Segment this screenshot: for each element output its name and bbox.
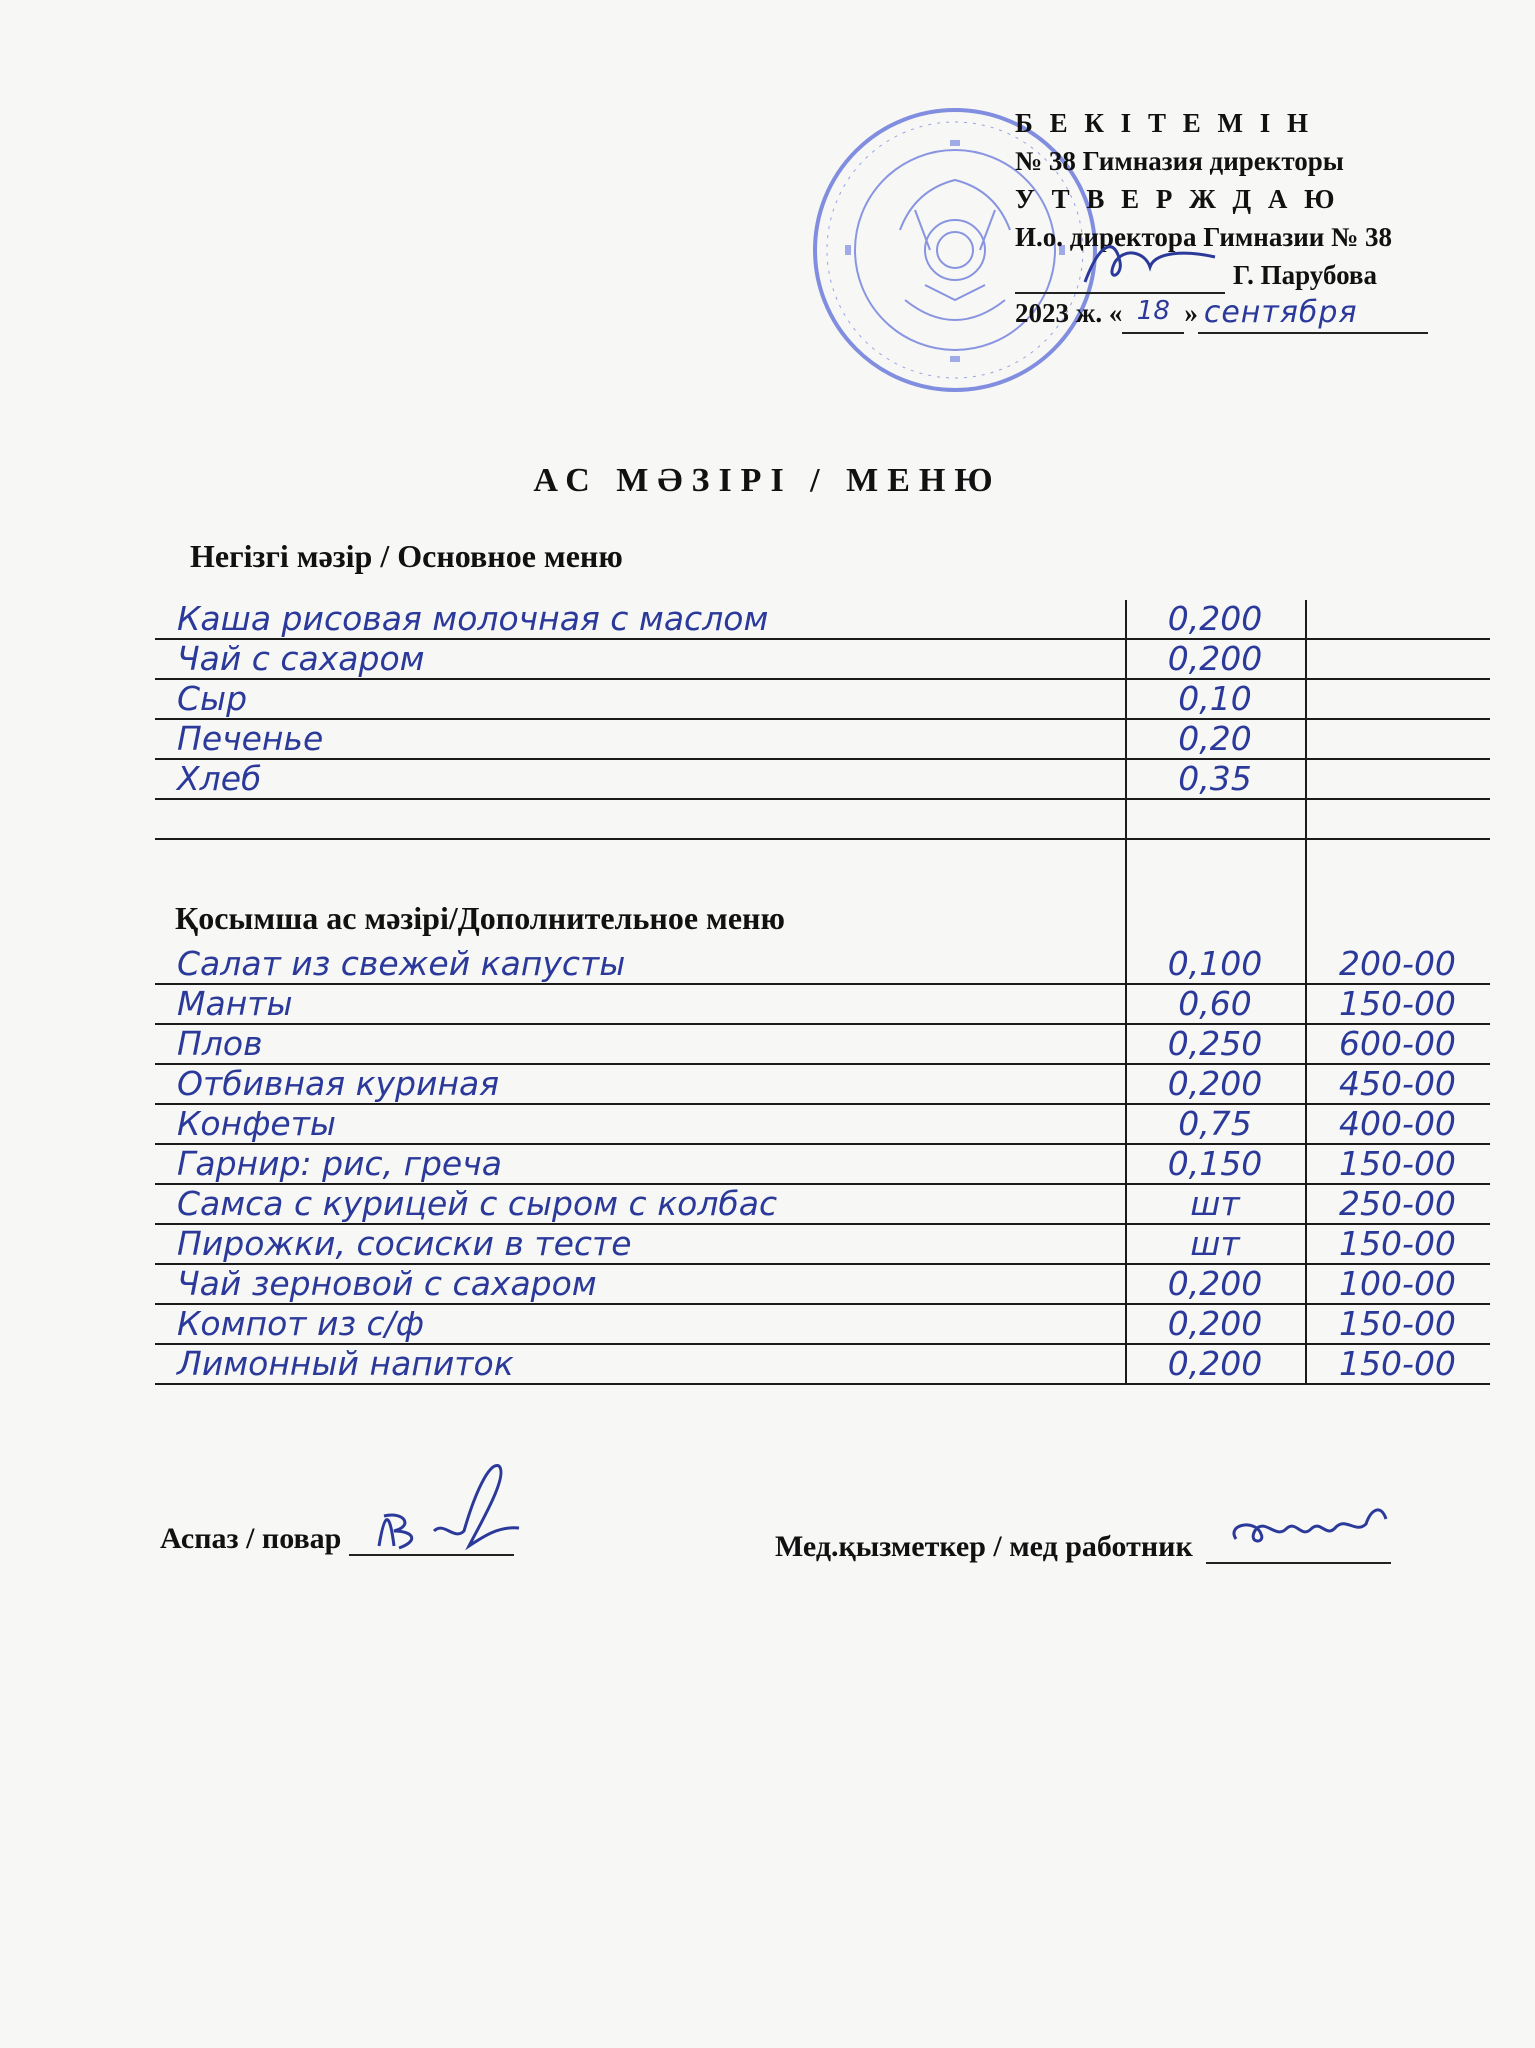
main-menu-table <box>155 600 1490 845</box>
item-price: 600-00 <box>1339 1024 1456 1063</box>
item-name: Лимонный напиток <box>177 1344 514 1383</box>
main-menu-heading: Негізгі мәзір / Основное меню <box>190 538 623 574</box>
approval-ru-position: И.о. директора Гимназии № 38 <box>1015 222 1392 252</box>
item-price: 400-00 <box>1339 1104 1456 1143</box>
approval-date-sep: » <box>1184 298 1198 328</box>
med-signature <box>1216 1489 1396 1559</box>
approval-kz-title: Б Е К І Т Е М І Н <box>1015 108 1313 138</box>
cook-label: Аспаз / повар <box>160 1522 342 1555</box>
item-name: Компот из с/ф <box>177 1304 424 1343</box>
table-row <box>155 1185 1490 1225</box>
approval-signer-row <box>1015 256 1428 294</box>
extra-menu-heading: Қосымша ас мәзірі/Дополнительное меню <box>175 900 785 936</box>
approval-month-field <box>1198 295 1428 334</box>
item-weight: 0,250 <box>1167 1024 1263 1063</box>
item-weight: 0,200 <box>1167 1304 1263 1343</box>
column-divider-bridge <box>1305 840 1307 945</box>
column-divider <box>1305 945 1307 1385</box>
approval-date-row <box>1015 294 1428 334</box>
item-name: Чай с сахаром <box>177 639 425 678</box>
approval-day-field <box>1122 294 1184 334</box>
table-row <box>155 1225 1490 1265</box>
item-price: 150-00 <box>1339 1144 1456 1183</box>
item-weight: 0,200 <box>1167 1064 1263 1103</box>
approval-signer-name: Г. Парубова <box>1233 260 1377 290</box>
item-name: Салат из свежей капусты <box>177 944 626 983</box>
table-row <box>155 1305 1490 1345</box>
item-price: 150-00 <box>1339 1224 1456 1263</box>
table-row <box>155 1145 1490 1185</box>
extra-menu-table <box>155 945 1490 1405</box>
item-weight: 0,100 <box>1167 944 1263 983</box>
table-row <box>155 1345 1490 1385</box>
table-row <box>155 1265 1490 1305</box>
cook-signature <box>359 1456 529 1566</box>
item-weight: 0,20 <box>1178 719 1252 758</box>
item-weight: 0,150 <box>1167 1144 1263 1183</box>
approval-month: сентября <box>1203 295 1358 330</box>
med-label: Мед.қызметкер / мед работник <box>775 1530 1193 1563</box>
table-row-empty <box>155 800 1490 840</box>
item-weight: шт <box>1190 1184 1240 1223</box>
item-weight: 0,200 <box>1167 1344 1263 1383</box>
item-name: Хлеб <box>177 759 262 798</box>
approval-block <box>1015 104 1428 334</box>
item-name: Самса с курицей с сыром с колбас <box>177 1184 778 1223</box>
item-name: Гарнир: рис, греча <box>177 1144 502 1183</box>
item-name: Манты <box>177 984 293 1023</box>
item-weight: 0,200 <box>1167 1264 1263 1303</box>
item-price: 150-00 <box>1339 1304 1456 1343</box>
item-name: Каша рисовая молочная с маслом <box>177 599 769 638</box>
table-row <box>155 720 1490 760</box>
table-row <box>155 680 1490 720</box>
page-title: АС МӘЗІРІ / МЕНЮ <box>533 462 1002 499</box>
column-divider-bridge <box>1125 840 1127 945</box>
table-row <box>155 1025 1490 1065</box>
table-row <box>155 985 1490 1025</box>
table-row <box>155 600 1490 640</box>
item-weight: 0,75 <box>1178 1104 1252 1143</box>
item-price: 450-00 <box>1339 1064 1456 1103</box>
item-price: 150-00 <box>1339 1344 1456 1383</box>
column-divider <box>1125 945 1127 1385</box>
column-divider <box>1305 600 1307 840</box>
item-name: Печенье <box>177 719 324 758</box>
item-name: Конфеты <box>177 1104 336 1143</box>
item-price: 250-00 <box>1339 1184 1456 1223</box>
table-row <box>155 1105 1490 1145</box>
item-weight: 0,60 <box>1178 984 1252 1023</box>
item-name: Пирожки, сосиски в тесте <box>177 1224 632 1263</box>
table-row <box>155 640 1490 680</box>
approval-day: 18 <box>1136 296 1170 326</box>
item-weight: 0,200 <box>1167 639 1263 678</box>
approval-signature <box>1045 232 1225 292</box>
column-divider <box>1125 600 1127 840</box>
item-name: Плов <box>177 1024 263 1063</box>
item-weight: шт <box>1190 1224 1240 1263</box>
cook-signature-line <box>349 1526 514 1556</box>
approval-kz-position: № 38 Гимназия директоры <box>1015 146 1344 176</box>
item-price: 150-00 <box>1339 984 1456 1023</box>
item-price: 200-00 <box>1339 944 1456 983</box>
cook-signature-row <box>160 1522 514 1556</box>
table-row <box>155 1065 1490 1105</box>
med-signature-line <box>1206 1534 1391 1564</box>
item-weight: 0,35 <box>1178 759 1252 798</box>
item-weight: 0,200 <box>1167 599 1263 638</box>
approval-ru-title: У Т В Е Р Ж Д А Ю <box>1015 184 1340 214</box>
med-signature-row <box>775 1530 1391 1564</box>
item-name: Чай зерновой с сахаром <box>177 1264 597 1303</box>
item-name: Отбивная куриная <box>177 1064 500 1103</box>
table-row <box>155 760 1490 800</box>
item-weight: 0,10 <box>1178 679 1252 718</box>
row-rule <box>155 1383 1490 1385</box>
row-rule <box>155 838 1490 840</box>
item-name: Сыр <box>177 679 248 718</box>
table-row <box>155 945 1490 985</box>
item-price: 100-00 <box>1339 1264 1456 1303</box>
approval-signature-line <box>1015 264 1225 294</box>
approval-date-prefix: 2023 ж. « <box>1015 298 1123 328</box>
